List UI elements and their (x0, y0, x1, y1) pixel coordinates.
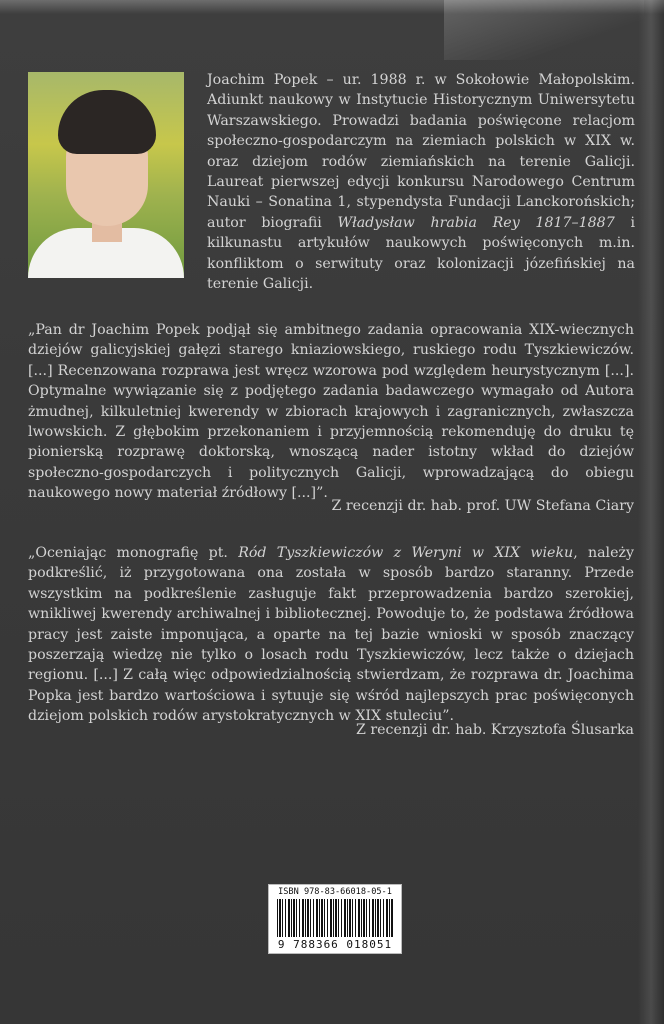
bio-text-1: Joachim Popek – ur. 1988 r. w Sokołowie Małopolskim. Adiunkt naukowy w Instytucie Historycznym Uniwersytetu Warszawskiego. Prowadzi badania poświęcone relacjom społeczno-gospodarczym na ziemiach polskich w XIX w. oraz dziejom rodów ziemiańskich na terenie Galicji. Laureat pierwszej edycji konkursu Narodowego Centrum Nauki – Sonatina 1, stypendysta Fundacji Lanckorońskich; autor biografii (207, 72, 635, 231)
review-1-quote: „Pan dr Joachim Popek podjął się ambitnego zadania opracowania XIX-wiecznych dziejów galicyjskiej gałęzi starego kniaziowskiego, ruskiego rodu Tyszkiewiczów. [...] Recenzowana rozprawa jest wręcz wzorowa pod względem heurystycznym [...]. Optymalne wywiązanie się z podjętego zadania badawczego wymagało od Autora żmudnej, kilkuletniej kwerendy w zbiorach krajowych i zagranicznych, zwłaszcza lwowskich. Z głębokim przekonaniem i przyjemnością rekomenduję do druku tę pionierską rozprawę doktorską, wnoszącą nader istotny wkład do dziejów społeczno-gospodarczych i politycznych Galicji, wprowadzającą do obiegu naukowego nowy materiał źródłowy [...]”. (28, 322, 634, 502)
review-2-text-1: „Oceniając monografię pt. (28, 545, 239, 561)
review-2-quote (28, 543, 634, 727)
isbn-label: ISBN 978-83-66018-05-1 (278, 887, 392, 897)
review-1-attribution: Z recenzji dr. hab. prof. UW Stefana Ciary (331, 498, 634, 514)
barcode-bars (277, 899, 393, 937)
shrink-wrap-side (638, 0, 664, 1024)
shrink-wrap-crease (444, 0, 644, 60)
bio-book-title: Władysław hrabia Rey 1817–1887 (337, 214, 615, 231)
author-photo (28, 72, 184, 278)
review-2-text-2: , należy podkreślić, iż przygotowana ona została w sposób bardzo staranny. Przede wszystkim na podkreślenie zasługuje fakt przeprowadzenia bardzo szerokiej, wnikliwej kwerendy archiwalnej i bibliotecznej. Powoduje to, że podstawa źródłowa pracy jest zaiste imponująca, a oparte na tej bazie wnioski w sposób znaczący poszerzają wiedzę nie tylko o losach rodu Tyszkiewiczów, lecz także o dziejach regionu. [...] Z całą więc odpowiedzialnością stwierdzam, że rozprawa dr. Joachima Popka jest bardzo wartościowa i sytuuje się wśród najlepszych prac poświęconych dziejom polskich rodów arystokratycznych w XIX stuleciu”. (28, 545, 634, 725)
bio-text-2: i kilkunastu artykułów naukowych poświęconych m.in. konfliktom o serwituty oraz kolonizacji józefińskiej na terenie Galicji. (207, 214, 635, 293)
review-2-attribution: Z recenzji dr. hab. Krzysztofa Ślusarka (355, 722, 634, 738)
barcode-digits: 9 788366 018051 (277, 938, 393, 951)
author-bio (207, 70, 635, 294)
isbn-barcode (268, 884, 402, 954)
photo-hair (58, 90, 156, 154)
review-2-book-title: Ród Tyszkiewiczów z Weryni w XIX wieku (238, 545, 574, 561)
